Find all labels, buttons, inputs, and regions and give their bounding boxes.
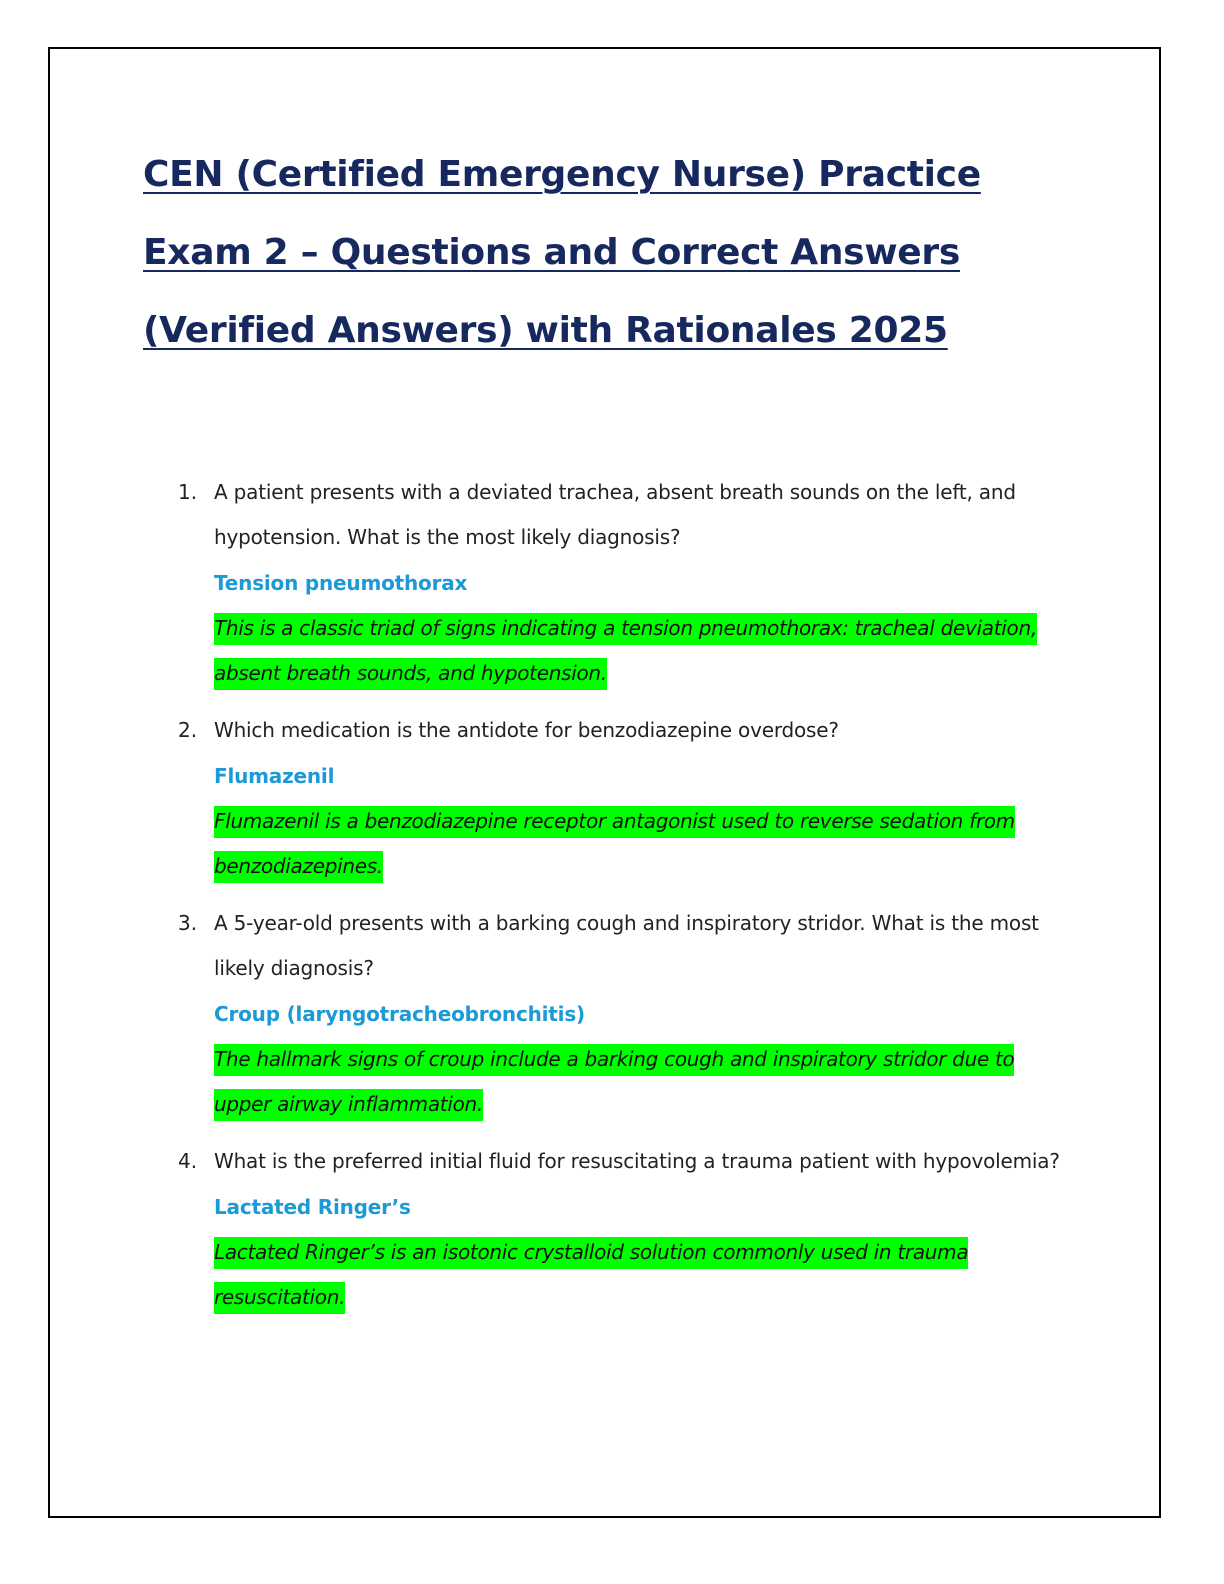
document-title: CEN (Certified Emergency Nurse) Practice Exam 2 – Questions and Correct Answers (Verified Answers) with Rationales 2025 (143, 154, 981, 351)
rationale (214, 606, 1074, 696)
question-number: 4. (178, 1149, 198, 1173)
question-text: A 5-year-old presents with a barking cough and inspiratory stridor. What is the most likely diagnosis? (214, 911, 1039, 980)
question-item (174, 901, 1074, 1127)
question-text: Which medication is the antidote for benzodiazepine overdose? (214, 718, 839, 742)
correct-answer: Tension pneumothorax (214, 571, 468, 595)
question-item (174, 708, 1074, 889)
question-number: 2. (178, 718, 198, 742)
question-text: A patient presents with a deviated trachea, absent breath sounds on the left, and hypotension. What is the most likely diagnosis? (214, 480, 1016, 549)
question-item (174, 470, 1074, 696)
rationale-text: Flumazenil is a benzodiazepine receptor antagonist used to reverse sedation from benzodiazepines. (214, 806, 1015, 883)
question-list (174, 470, 1074, 1332)
question-item (174, 1139, 1074, 1320)
rationale-text: This is a classic triad of signs indicating a tension pneumothorax: tracheal deviation, absent breath sounds, and hypotension. (214, 613, 1037, 690)
rationale (214, 799, 1074, 889)
rationale-text: Lactated Ringer’s is an isotonic crystalloid solution commonly used in trauma resuscitation. (214, 1237, 968, 1314)
rationale (214, 1230, 1074, 1320)
correct-answer: Croup (laryngotracheobronchitis) (214, 1002, 585, 1026)
rationale-text: The hallmark signs of croup include a barking cough and inspiratory stridor due to upper airway inflammation. (214, 1044, 1014, 1121)
rationale (214, 1037, 1074, 1127)
correct-answer: Flumazenil (214, 764, 335, 788)
correct-answer: Lactated Ringer’s (214, 1195, 411, 1219)
question-number: 3. (178, 911, 198, 935)
question-number: 1. (178, 480, 198, 504)
question-text: What is the preferred initial fluid for resuscitating a trauma patient with hypovolemia? (214, 1149, 1060, 1173)
